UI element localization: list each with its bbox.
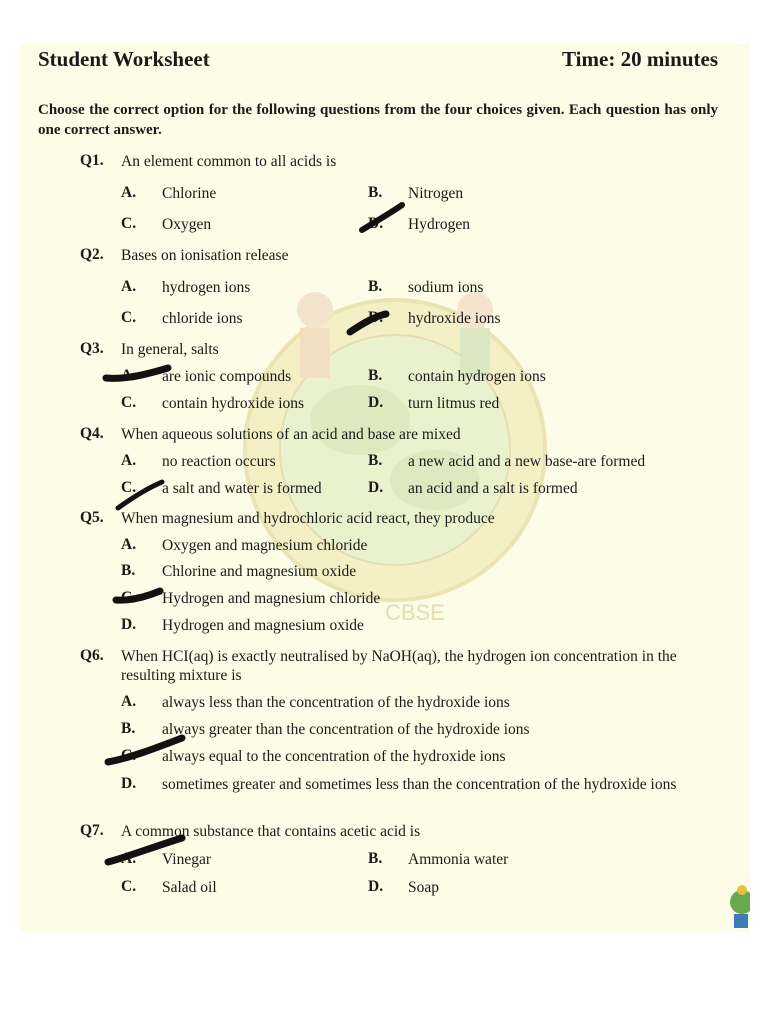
page-title: Student Worksheet [38,47,210,71]
option-text[interactable]: Oxygen [162,216,212,233]
question-number: Q7. [80,822,104,839]
question-number: Q6. [80,647,104,664]
question-text: Bases on ionisation release [121,247,289,264]
option-text[interactable]: turn litmus red [408,395,500,412]
option-label: A. [121,367,137,384]
question-text: In general, salts [121,341,219,358]
option-label: B. [121,562,136,579]
question-number: Q5. [80,509,104,526]
option-text[interactable]: no reaction occurs [162,453,276,470]
question-number: Q4. [80,425,104,442]
option-text[interactable]: an acid and a salt is formed [408,480,578,497]
option-label: C. [121,878,137,895]
option-label: C. [121,309,137,326]
option-text[interactable]: Ammonia water [408,851,509,868]
option-label: D. [121,616,137,633]
option-text[interactable]: always greater than the concentration of the hydroxide ions [162,721,530,738]
option-text[interactable]: always less than the concentration of the hydroxide ions [162,694,510,711]
option-label: D. [368,309,384,326]
option-text[interactable]: Hydrogen [408,216,470,233]
option-label: B. [368,278,383,295]
option-text[interactable]: Hydrogen and magnesium chloride [162,590,381,607]
option-text[interactable]: a salt and water is formed [162,480,322,497]
option-label: D. [368,479,384,496]
option-label: A. [121,452,137,469]
option-label: C. [121,747,137,764]
question-number: Q2. [80,246,104,263]
option-text[interactable]: always equal to the concentration of the hydroxide ions [162,748,506,765]
option-label: B. [121,720,136,737]
option-text[interactable]: hydrogen ions [162,279,251,296]
option-text[interactable]: Salad oil [162,879,217,896]
option-text[interactable]: are ionic compounds [162,368,292,385]
option-label: B. [368,850,383,867]
option-label: B. [368,184,383,201]
option-label: A. [121,184,137,201]
question-text: When HCI(aq) is exactly neutralised by NaOH(aq), the hydrogen ion concentration in the resulting mixture is [121,648,677,684]
option-text[interactable]: Vinegar [162,851,211,868]
question-text: When magnesium and hydrochloric acid react, they produce [121,510,495,527]
time-limit: Time: 20 minutes [562,47,718,71]
question-number: Q1. [80,152,104,169]
option-text[interactable]: Chlorine [162,185,217,202]
option-text[interactable]: contain hydrogen ions [408,368,546,385]
option-label: B. [368,367,383,384]
question-text: An element common to all acids is [121,153,337,170]
option-label: D. [368,215,384,232]
option-label: D. [121,775,137,792]
option-label: D. [368,878,384,895]
option-text[interactable]: contain hydroxide ions [162,395,305,412]
option-text[interactable]: sometimes greater and sometimes less than the concentration of the hydroxide ions [162,776,677,793]
option-label: A. [121,693,137,710]
option-text[interactable]: Nitrogen [408,185,464,202]
option-label: A. [121,278,137,295]
option-text[interactable]: Hydrogen and magnesium oxide [162,617,364,634]
option-text[interactable]: Soap [408,879,439,896]
question-text: When aqueous solutions of an acid and base are mixed [121,426,461,443]
option-text[interactable]: Chlorine and magnesium oxide [162,563,357,580]
question-text: A common substance that contains acetic acid is [121,823,421,840]
option-label: D. [368,394,384,411]
option-label: A. [121,850,137,867]
option-text[interactable]: hydroxide ions [408,310,501,327]
watermark-center-text: CBSE [385,600,445,625]
option-label: C. [121,479,137,496]
corner-logo-icon [726,880,750,930]
option-text[interactable]: sodium ions [408,279,484,296]
option-text[interactable]: a new acid and a new base-are formed [408,453,646,470]
option-label: C. [121,394,137,411]
option-text[interactable]: chloride ions [162,310,243,327]
option-label: A. [121,536,137,553]
option-label: C. [121,215,137,232]
instructions: Choose the correct option for the following questions from the four choices given. Each question has only one correct answer. [38,102,718,138]
question-number: Q3. [80,340,104,357]
option-text[interactable]: Oxygen and magnesium chloride [162,537,368,554]
option-label: C. [121,589,137,606]
option-label: B. [368,452,383,469]
